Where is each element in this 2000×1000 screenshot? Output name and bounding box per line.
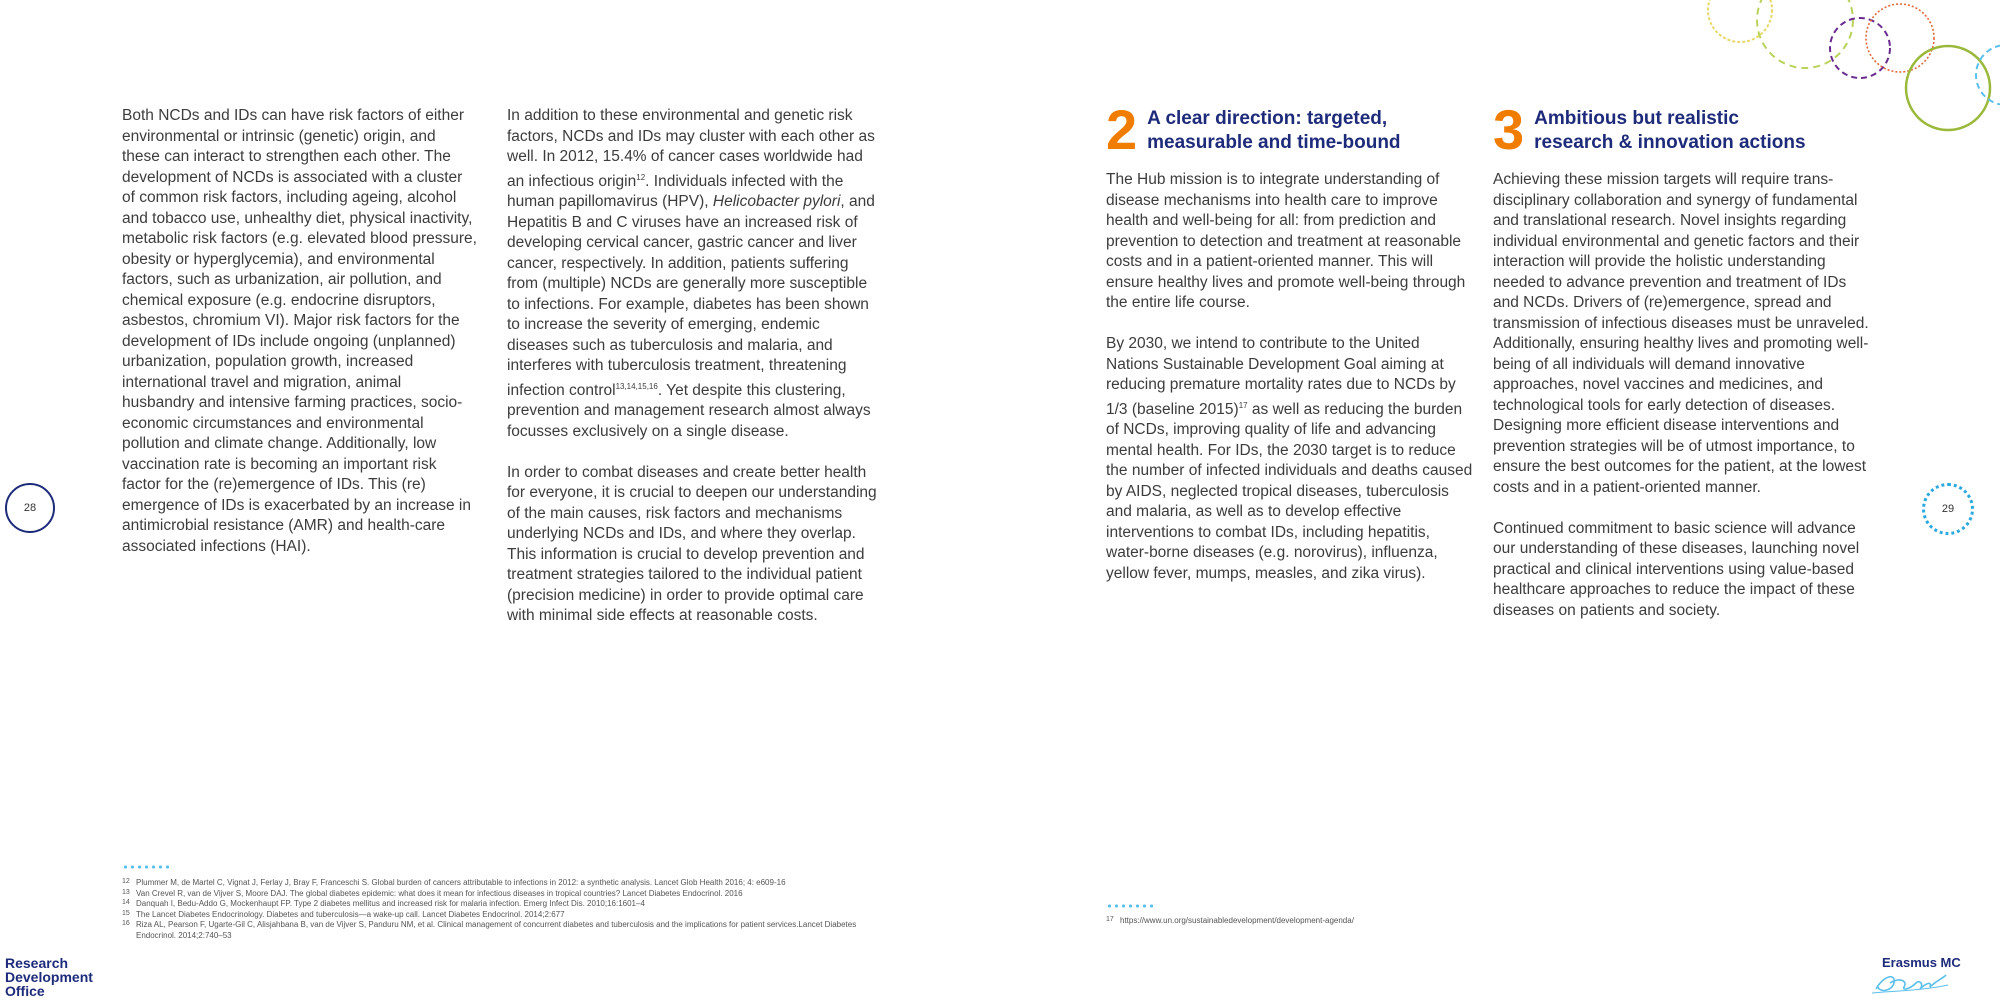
section-3-heading [1493,98,1873,161]
text-run: By 2030, we intend to contribute to the United Nations Sustainable Development Goal aiming at reducing premature mortality rates due to NCDs by 1/3 (baseline 2015) [1106,335,1456,418]
title-line: measurable and time-bound [1147,132,1401,153]
research-development-office-logo [5,956,93,998]
erasmus-mc-logo: Erasmus MC [1882,955,1961,970]
footnote [122,920,862,941]
paragraph: Continued commitment to basic science will advance our understanding of these diseases, launching novel practical and clinical interventions using value-based healthcare approaches to reduce the impact of these diseases on patients and society. [1493,519,1860,619]
section-number: 3 [1493,98,1523,161]
section-2-heading [1106,98,1486,161]
section-title [1534,107,1805,155]
text-run: . Yet despite this clustering, prevention and management research almost always focusses exclusively on a single disease. [507,381,871,440]
footnotes-right [1106,916,1606,927]
left-column-1 [122,106,477,578]
paragraph [1106,334,1476,584]
page-number-right: 29 [1922,483,1974,535]
footnote-text: The Lancet Diabetes Endocrinology. Diabetes and tuberculosis—a wake-up call. Lancet Diabetes Endocrinol. 2014;2:677 [136,909,565,919]
footnote [1106,916,1606,927]
right-column-2 [1493,170,1873,642]
paragraph: Achieving these mission targets will require trans-disciplinary collaboration and synergy of fundamental and translational research. Novel insights regarding individual environmental and genetic factors and their interaction will provide the holistic understanding needed to advance prevention and treatment of IDs and NCDs. Drivers of (re)emergence, spread and transmission of infectious diseases must be unraveled. Additionally, ensuring healthy lives and promoting well-being of all individuals will demand innovative approaches, novel vaccines and medicines, and technological tools for early detection of diseases. Designing more efficient disease interventions and prevention strategies will be of utmost importance, to ensure the best outcomes for the patient, at the lowest costs and in a patient-oriented manner. [1493,171,1869,496]
text-run: , and Hepatitis B and C viruses have an increased risk of developing cervical cancer, gastric cancer and liver cancer, respectively. In addition, patients suffering from (multiple) NCDs are generally more susceptible to infections. For example, diabetes has been shown to increase the severity of emerging, endemic diseases such as tuberculosis and malaria, and interferes with tuberculosis treatment, threatening infection control [507,193,875,399]
footnotes-left [122,878,862,941]
footnote-text: Plummer M, de Martel C, Vignat J, Ferlay J, Bray F, Franceschi S. Global burden of cancers attributable to infections in 2012: a synthetic analysis. Lancet Glob Health 2016; 4: e609-16 [136,878,786,887]
text-run: . Individuals infected with the human papillomavirus (HPV), [507,172,844,211]
right-column-1 [1106,170,1476,605]
footnote-number: 17 [1106,916,1114,923]
title-line: A clear direction: targeted, [1147,108,1388,129]
footnote-ref: 17 [1238,400,1248,410]
footnote-number: 16 [122,920,130,927]
brand-line: Development [5,969,93,985]
footnote-text: Riza AL, Pearson F, Ugarte-Gil C, Alisjahbana B, van de Vijver S, Panduru NM, et al. Clinical management of concurrent diabetes and tuberculosis and the implications for patient services.Lancet Diabetes Endocrinol. 2014;2:740–53 [136,920,857,940]
paragraph [507,106,877,442]
footnote-text: Danquah I, Bedu-Addo G, Mockenhaupt FP. Type 2 diabetes mellitus and increased risk for malaria infection. Emerg Infect Dis. 2010;16:1601–4 [136,899,645,908]
footnote-number: 15 [122,909,130,917]
footnote-divider-dots [1106,904,1156,908]
section-number: 2 [1106,98,1136,161]
brand-line: Research [5,955,69,971]
title-line: Ambitious but realistic [1534,108,1739,129]
title-line: research & innovation actions [1534,132,1806,153]
paragraph: In order to combat diseases and create better health for everyone, it is crucial to deepen our understanding of the main causes, risk factors and mechanisms underlying NCDs and IDs, and where they overlap. This information is crucial to develop prevention and treatment strategies tailored to the individual patient (precision medicine) in order to provide optimal care with minimal side effects at reasonable costs. [507,463,877,625]
footnote-number: 12 [122,878,130,885]
left-column-2 [507,106,877,647]
footnote-number: 13 [122,888,130,896]
footnote [122,889,862,900]
section-title [1147,107,1400,155]
footnote [122,899,862,910]
italic-term: Helicobacter pylori [712,193,841,211]
brand-line: Office [5,983,45,999]
page-number-left: 28 [5,483,55,533]
text-run: In addition to these environmental and genetic risk factors, NCDs and IDs may cluster with each other as well. In 2012, 15.4% of cancer cases worldwide had an infectious origin [507,107,875,190]
footnote [122,878,862,889]
text-run: as well as reducing the burden of NCDs, improving quality of life and advancing mental health. For IDs, the 2030 target is to reduce the number of infected individuals and deaths caused by AIDS, neglected tropical diseases, tuberculosis and malaria, as well as to develop effective interventions to combat IDs, including hepatitis, water-borne diseases (e.g. norovirus), influenza, yellow fever, mumps, measles, and zika virus). [1106,400,1473,582]
footnote-ref: 13,14,15,16 [615,381,658,391]
footnote-text: Van Crevel R, van de Vijver S, Moore DAJ. The global diabetes epidemic: what does it mean for infectious diseases in tropical countries? Lancet Diabetes Endocrinol. 2016 [136,888,743,898]
footnote-ref: 12 [636,172,646,182]
erasmus-signature-logo [1870,965,1950,997]
footnote-link[interactable]: https://www.un.org/sustainabledevelopment/development-agenda/ [1120,916,1354,925]
paragraph: The Hub mission is to integrate understanding of disease mechanisms into health care to improve health and well-being for all: from prediction and prevention to detection and treatment at reasonable costs and in a patient-oriented manner. This will ensure healthy lives and promote well-being through the entire life course. [1106,171,1466,311]
paragraph: Both NCDs and IDs can have risk factors of either environmental or intrinsic (genetic) origin, and these can interact to strengthen each other. The development of NCDs is associated with a cluster of common risk factors, including ageing, alcohol and tobacco use, unhealthy diet, physical inactivity, metabolic risk factors (e.g. elevated blood pressure, obesity or hyperglycemia), and environmental factors, such as urbanization, air pollution, and chemical exposure (e.g. endocrine disruptors, asbestos, chromium VI). Major risk factors for the development of IDs include ongoing (unplanned) urbanization, population growth, increased international travel and migration, animal husbandry and intensive farming practices, socio-economic circumstances and environmental pollution and climate change. Additionally, low vaccination rate is becoming an important risk factor for the (re)emergence of IDs. This (re) emergence of IDs is exacerbated by an increase in antimicrobial resistance (AMR) and health-care associated infections (HAI). [122,107,477,555]
footnote-divider-dots [122,865,172,869]
footnote [122,910,862,921]
footnote-number: 14 [122,899,130,906]
